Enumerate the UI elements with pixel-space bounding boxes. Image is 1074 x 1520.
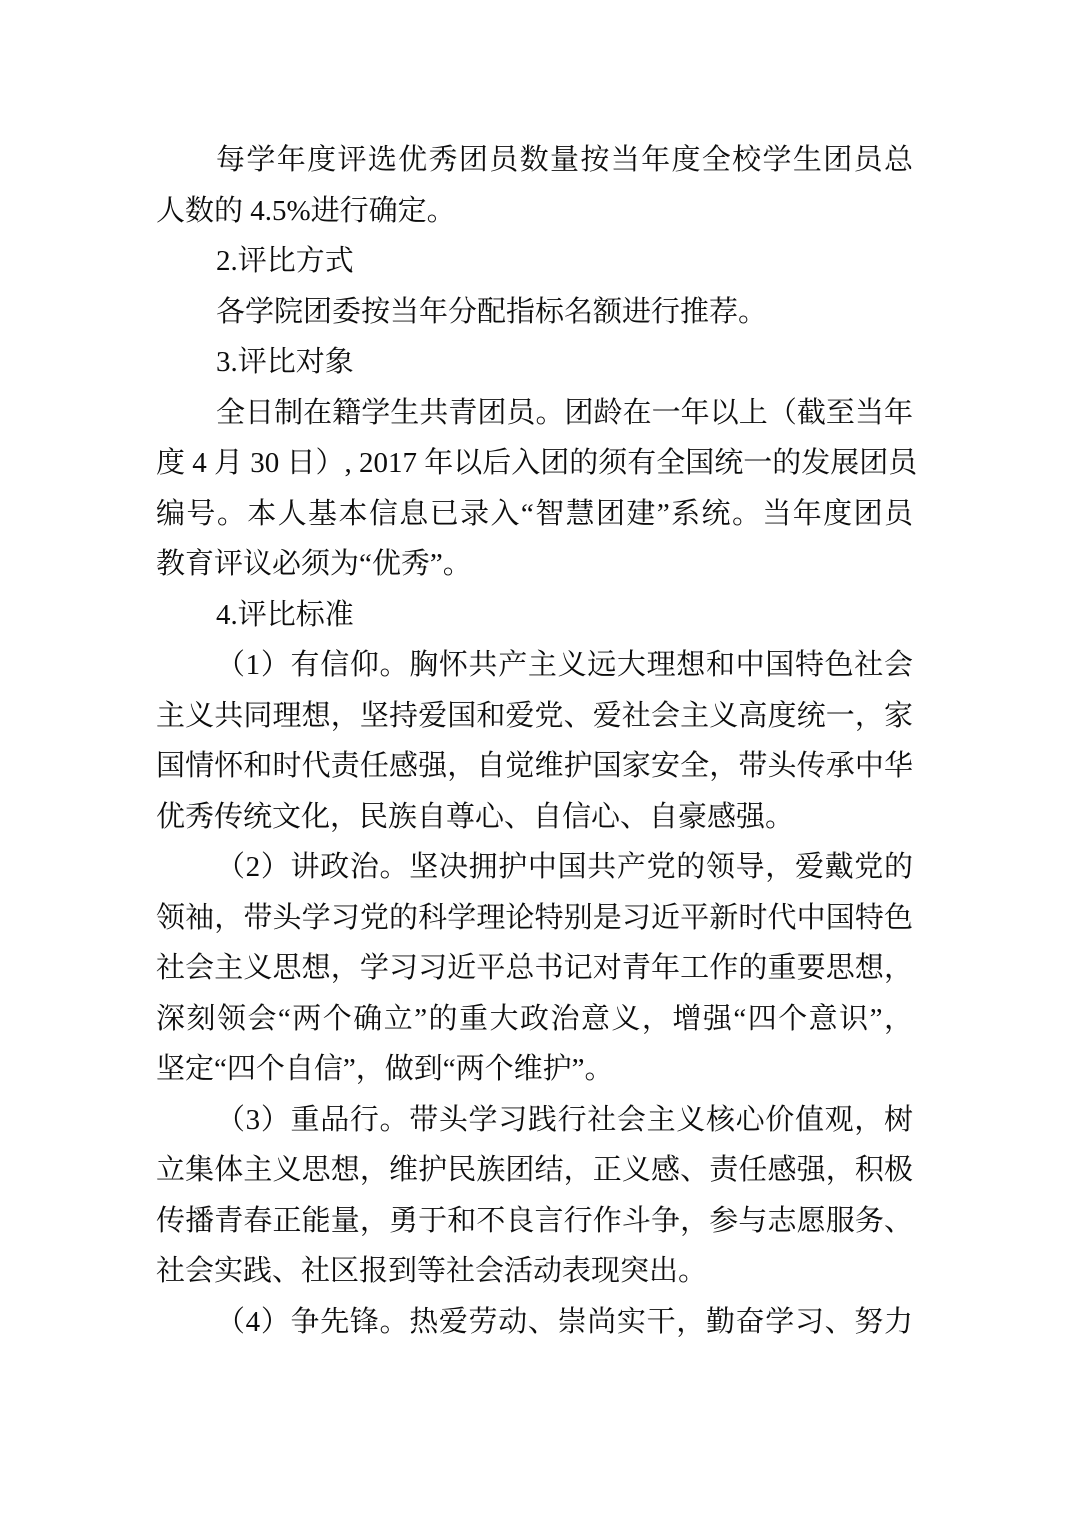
text-line: 立集体主义思想，维护民族团结，正义感、责任感强，积极 xyxy=(156,1154,913,1186)
text-line: 主义共同理想，坚持爱国和爱党、爱社会主义高度统一，家 xyxy=(156,699,913,732)
text-line: 社会实践、社区报到等社会活动表现突出。 xyxy=(156,1255,708,1287)
text-line: 教育评议必须为“优秀”。 xyxy=(156,548,472,580)
text-line: 全日制在籍学生共青团员。团龄在一年以上（截至当年 xyxy=(216,396,913,429)
text-line: （4）争先锋。热爱劳动、崇尚实干，勤奋学习、努力 xyxy=(216,1305,913,1338)
text-line: 传播青春正能量，勇于和不良言行作斗争，参与志愿服务、 xyxy=(156,1204,913,1237)
text-line: （3）重品行。带头学习践行社会主义核心价值观，树 xyxy=(216,1103,913,1136)
text-line: 度 4 月 30 日）, 2017 年以后入团的须有全国统一的发展团员 xyxy=(156,447,918,479)
text-line: 每学年度评选优秀团员数量按当年度全校学生团员总 xyxy=(216,144,913,176)
text-line: 国情怀和时代责任感强，自觉维护国家安全，带头传承中华 xyxy=(156,750,913,782)
text-line-heading: 2.评比方式 xyxy=(216,245,354,277)
text-line: 各学院团委按当年分配指标名额进行推荐。 xyxy=(216,295,768,328)
text-line: 社会主义思想，学习习近平总书记对青年工作的重要思想， xyxy=(156,952,913,984)
text-line: 人数的 4.5%进行确定。 xyxy=(156,194,456,227)
text-line: 深刻领会“两个确立”的重大政治意义，增强“四个意识”， xyxy=(156,1002,913,1035)
document-body xyxy=(156,135,918,1347)
text-line-heading: 3.评比对象 xyxy=(216,346,354,378)
text-line: （2）讲政治。坚决拥护中国共产党的领导，爱戴党的 xyxy=(216,851,913,883)
text-line: 编号。本人基本信息已录入“智慧团建”系统。当年度团员 xyxy=(156,497,913,530)
text-line: （1）有信仰。胸怀共产主义远大理想和中国特色社会 xyxy=(216,649,913,681)
text-line: 优秀传统文化，民族自尊心、自信心、自豪感强。 xyxy=(156,800,795,833)
text-line-heading: 4.评比标准 xyxy=(216,598,354,631)
text-line: 坚定“四个自信”，做到“两个维护”。 xyxy=(156,1053,614,1085)
text-line: 领袖，带头学习党的科学理论特别是习近平新时代中国特色 xyxy=(156,901,913,934)
